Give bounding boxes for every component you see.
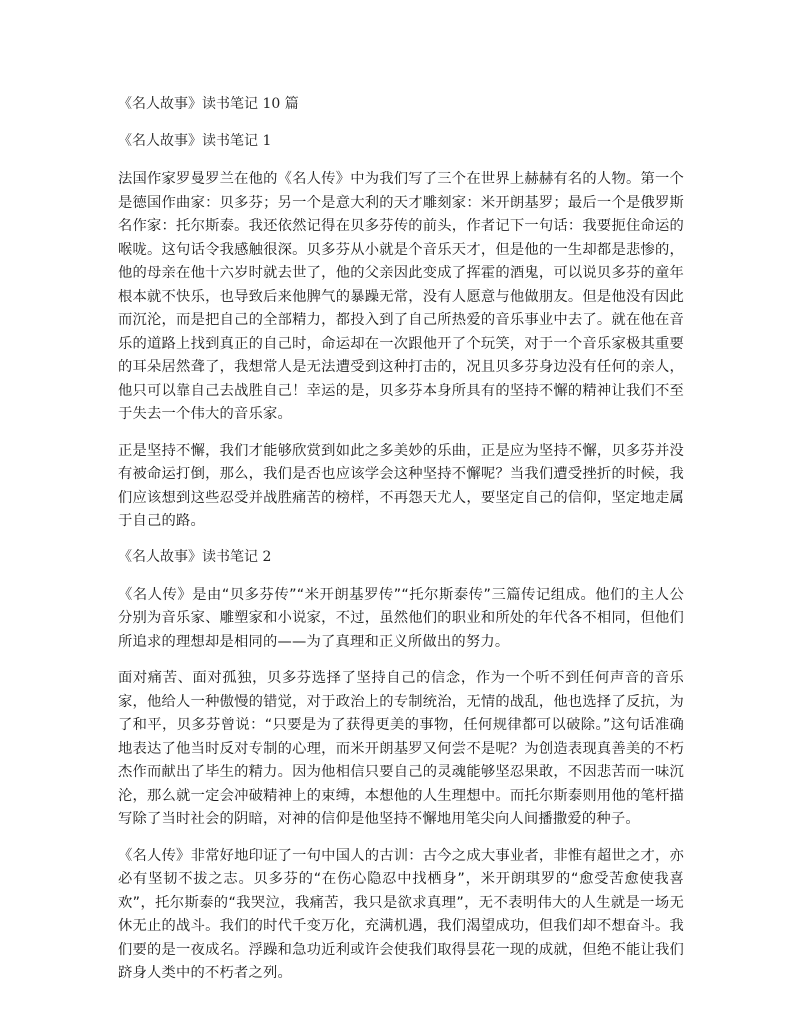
section-1-title: 《名人故事》读书笔记 1 [118, 133, 272, 149]
document-page [118, 94, 684, 999]
section-2-paragraph-1: 《名人传》是由“贝多芬传”“米开朗基罗传”“托尔斯泰传”三篇传记组成。他们的主人公分别为音乐家、雕塑家和小说家，不过，虽然他们的职业和所处的年代各不相同，但他们所追求的理想却是相同的——为了真理和正义所做出的努力。 [118, 586, 684, 650]
section-1-paragraph-2: 正是坚持不懈，我们才能够欣赏到如此之多美妙的乐曲，正是应为坚持不懈，贝多芬并没有被命运打倒，那么，我们是否也应该学会这种坚持不懈呢？当我们遭受挫折的时候，我们应该想到这些忍受并战胜痛苦的榜样，不再怨天尤人，要坚定自己的信仰，坚定地走属于自己的路。 [118, 442, 684, 529]
section-2-paragraph-3: 《名人传》非常好地印证了一句中国人的古训：古今之成大事业者，非惟有超世之才，亦必有坚韧不拔之志。贝多芬的“在伤心隐忍中找栖身”，米开朗琪罗的“愈受苦愈使我喜欢”，托尔斯泰的“我哭泣，我痛苦，我只是欲求真理”，无不表明伟大的人生就是一场无休无止的战斗。我们的时代千变万化，充满机遇，我们渴望成功，但我们却不想奋斗。我们要的是一夜成名。浮躁和急功近利或许会使我们取得昙花一现的成就，但绝不能让我们跻身人类中的不朽者之列。 [118, 847, 684, 981]
section-2-paragraph-2: 面对痛苦、面对孤独，贝多芬选择了坚持自己的信念，作为一个听不到任何声音的音乐家，他给人一种傲慢的错觉，对于政治上的专制统治，无情的战乱，他也选择了反抗，为了和平，贝多芬曾说：“只要是为了获得更美的事物，任何规律都可以破除。”这句话准确地表达了他当时反对专制的心理，而米开朗基罗又何尝不是呢？为创造表现真善美的不朽杰作而献出了毕生的精力。因为他相信只要自己的灵魂能够坚忍果敢，不因悲苦而一味沉沦，那么就一定会冲破精神上的束缚，本想他的人生理想中。而托尔斯泰则用他的笔杆描写除了当时社会的阴暗，对神的信仰是他坚持不懈地用笔尖向人间播撒爱的种子。 [118, 670, 684, 827]
document-heading: 《名人故事》读书笔记 10 篇 [118, 96, 299, 112]
section-1-paragraph-1: 法国作家罗曼罗兰在他的《名人传》中为我们写了三个在世界上赫赫有名的人物。第一个是德国作曲家：贝多芬；另一个是意大利的天才雕刻家：米开朗基罗；最后一个是俄罗斯名作家：托尔斯泰。我还依然记得在贝多芬传的前头，作者记下一句话：我要扼住命运的喉咙。这句话令我感触很深。贝多芬从小就是个音乐天才，但是他的一生却都是悲惨的，他的母亲在他十六岁时就去世了，他的父亲因此变成了挥霍的酒鬼，可以说贝多芬的童年根本就不快乐，也导致后来他脾气的暴躁无常，没有人愿意与他做朋友。但是他没有因此而沉沦，而是把自己的全部精力，都投入到了自己所热爱的音乐事业中去了。就在他在音乐的道路上找到真正的自己时，命运却在一次跟他开了个玩笑，对于一个音乐家极其重要的耳朵居然聋了，我想常人是无法遭受到这种打击的，况且贝多芬身边没有任何的亲人，他只可以靠自己去战胜自己！幸运的是，贝多芬本身所具有的坚持不懈的精神让我们不至于失去一个伟大的音乐家。 [118, 171, 684, 422]
section-2-title: 《名人故事》读书笔记 2 [118, 548, 272, 565]
